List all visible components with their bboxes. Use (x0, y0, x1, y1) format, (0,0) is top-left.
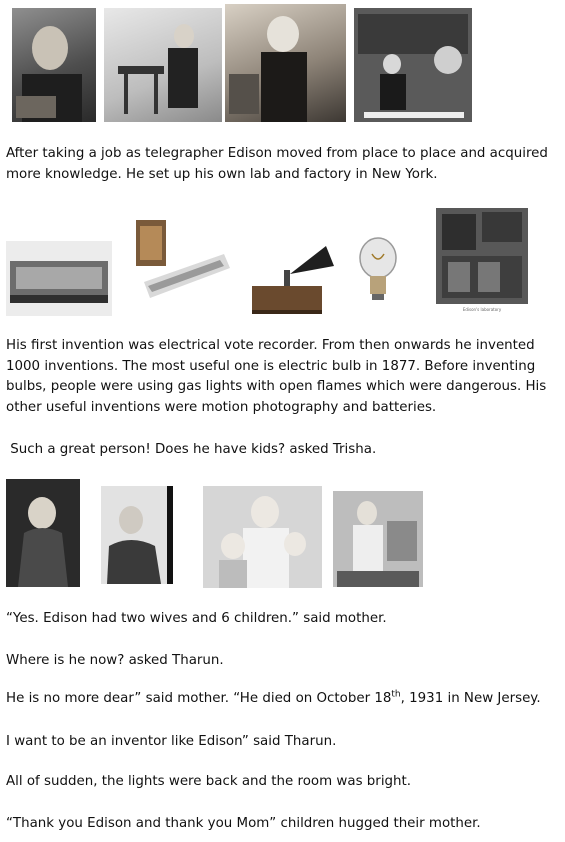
edison-library-photo (354, 8, 472, 122)
paragraph-inventor-wish: I want to be an inventor like Edison” said Tharun. (6, 734, 337, 749)
paragraph-thank-you: “Thank you Edison and thank you Mom” children hugged their mother. (6, 816, 481, 831)
edison-working-photo (333, 491, 423, 587)
paragraph-two-wives: “Yes. Edison had two wives and 6 children.” said mother. (6, 611, 387, 626)
mother-daughters-photo (203, 486, 322, 588)
edison-leaning-photo (12, 8, 96, 122)
mother-child-photo (101, 486, 173, 584)
paragraph-lab-factory: After taking a job as telegrapher Edison moved from place to place and acquired more knowledge. He set up his own lab and factory in New York. (6, 146, 548, 182)
paragraph-where-is-he: Where is he now? asked Tharun. (6, 653, 224, 668)
edison-seated-table-photo (104, 8, 222, 122)
light-bulb-image (352, 234, 404, 306)
death-text-before: He is no more dear” said mother. “He died on October 18 (6, 691, 392, 706)
battery-machine-image (434, 204, 530, 316)
gramophone-horn-image (238, 240, 338, 318)
paragraph-inventions: His first invention was electrical vote recorder. From then onwards he invented 1000 inventions. The most useful one is electric bulb in 1877. Before inventing bulbs, people were using gas lights with open flames which were dangerous. His other useful inventions were motion photography and batteries. (6, 338, 547, 415)
paragraph-death-date (6, 689, 559, 710)
edison-elder-standing-photo (225, 4, 346, 122)
phonograph-cylinder-image (6, 241, 112, 316)
death-text-after: , 1931 in New Jersey. (400, 691, 541, 706)
wife-portrait-photo (6, 479, 80, 587)
paragraph-trisha-question: Such a great person! Does he have kids? asked Trisha. (6, 442, 377, 457)
paragraph-lights-back: All of sudden, the lights were back and the room was bright. (6, 774, 412, 789)
photo-caption: Edison's laboratory (462, 307, 502, 312)
ordinal-suffix: th (391, 689, 401, 700)
kinetoscope-film-image (124, 212, 232, 312)
